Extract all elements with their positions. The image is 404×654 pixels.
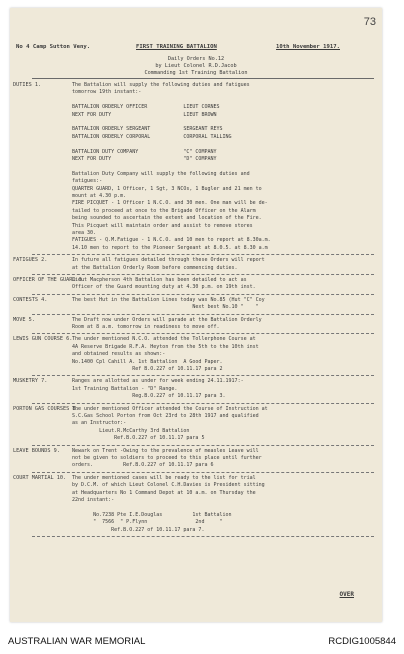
orders-number: Daily Orders No.12: [167, 56, 225, 62]
order-line: No.1400 Cpl Cahill A. 1st Battalion A Good Paper.: [72, 358, 223, 365]
archive-footer: [0, 630, 404, 654]
order-line: BATTALION ORDERLY CORPORAL CORPORAL TALLING: [72, 133, 232, 140]
order-line: Ref B.O.227 of 10.11.17 para 2: [72, 366, 223, 372]
section-heading: COURT MARTIAL 10.: [13, 474, 67, 481]
orders-author: by Lieut Colonel R.D.Jacob: [155, 63, 237, 69]
order-line: Ranges are allotted as under for week ending 24.11.1917:-: [72, 378, 244, 385]
section-divider: [32, 472, 374, 473]
order-line: Ref.B.O.227 of 10.11.17 para 5: [72, 435, 205, 442]
section-divider: [32, 314, 374, 315]
order-line: Officer of the Guard mounting duty at 4.30 p.m. on 19th inst.: [72, 284, 256, 291]
order-line: Lieut Macpherson 4th Battalion has been detailed to act as: [72, 277, 247, 283]
order-line: The under mentioned N.C.O. attended the Tollerphone Course at: [72, 336, 256, 343]
order-line: and obtained results as shown:-: [72, 351, 166, 358]
order-line: NEXT FOR DUTY "D" COMPANY: [72, 156, 217, 162]
section-heading: FATIGUES 2.: [13, 257, 48, 264]
order-line: orders. Ref.B.O.227 of 10.11.17 para 6: [72, 462, 214, 469]
section-heading: LEWIS GUN COURSE 6.: [13, 336, 73, 343]
order-line: by D.C.M. of which Lieut Colonel C.H.Davies is President sitting: [72, 482, 265, 489]
over-label: OVER: [339, 591, 354, 598]
section-divider: [32, 375, 374, 376]
order-line: " 7566 " P.Flynn 2nd ": [72, 519, 223, 526]
order-line: at the Battalion Orderly Room before commencing duties.: [72, 264, 238, 271]
order-line: BATTALION DUTY COMPANY "C" COMPANY: [72, 148, 217, 155]
section-divider: [32, 333, 374, 334]
order-line: S.C.Gas School Porton from Oct 23rd to 28th 1917 and qualified: [72, 413, 259, 419]
order-line: tailed to proceed at once to the Brigade Officer on the Alarm: [72, 207, 256, 214]
section-divider: [32, 294, 374, 295]
section-divider: [32, 274, 374, 275]
order-line: NEXT FOR DUTY LIEUT BROWN: [72, 111, 217, 118]
order-line: being sounded to ascertain the extent and location of the Fire.: [72, 215, 262, 222]
order-line: tomorrow 19th instant:-: [72, 89, 142, 96]
section-divider: [32, 445, 374, 446]
order-line: not be given to soldiers to proceed to this place until further: [72, 455, 262, 461]
order-line: QUARTER GUARD, 1 Officer, 1 Sgt, 3 NCOs, 1 Bugler and 21 men to: [72, 185, 262, 192]
order-line: Ref.B.O.227 of 10.11.17 para 7.: [72, 526, 205, 533]
orders-command: Commanding 1st Training Battalion: [144, 70, 248, 76]
order-line: mount at 4.30 p.m.: [72, 193, 127, 199]
order-line: This Picquet will maintain order and assist to remove stores: [72, 222, 253, 229]
order-line: BATTALION ORDERLY SERGEANT SERGEANT REYS: [72, 126, 223, 133]
section-heading: CONTESTS 4.: [13, 296, 48, 303]
order-line: area 30.: [72, 230, 97, 236]
document-page: [10, 8, 382, 622]
order-line: The best Hut in the Battalion Lines today was No.85 (Hut "C" Coy: [72, 296, 265, 303]
order-line: Room at 8 a.m. tomorrow in readiness to move off.: [72, 324, 220, 330]
section-heading: LEAVE BOUNDS 9.: [13, 447, 60, 454]
section-divider: [32, 403, 374, 404]
document-date: 10th November 1917.: [276, 44, 340, 50]
archive-name: AUSTRALIAN WAR MEMORIAL: [8, 636, 146, 647]
order-line: 4A Reserve Brigade R.F.A. Heyton from the 5th to the 10th inst: [72, 343, 259, 350]
section-divider: [32, 254, 374, 255]
order-line: Battalion Duty Company will supply the following duties and: [72, 170, 250, 177]
order-line: 22nd instant:-: [72, 497, 115, 503]
order-line: Reg.B.O.227 of 10.11.17 para 3.: [72, 393, 226, 400]
order-line: The Draft now under Orders will parade at the Battalion Orderly: [72, 316, 262, 323]
document-title: FIRST TRAINING BATTALION: [136, 44, 217, 50]
order-line: The under mentioned cases will be ready to the list for trial: [72, 474, 256, 481]
order-line: as an Instructor:-: [72, 420, 127, 427]
record-id: RCDIG1005844: [328, 636, 396, 647]
order-line: No.7238 Pte I.E.Douglas 1st Battalion: [72, 511, 232, 518]
order-line: fatigues:-: [72, 178, 103, 185]
order-line: BATTALION ORDERLY OFFICER LIEUT CORNES: [72, 104, 220, 111]
order-line: FATIGUES - Q.M.Fatigue - 1 N.C.O. and 10 men to report at 8.30a.m.: [72, 237, 271, 244]
header-rule: [32, 78, 374, 79]
page-number: 73: [363, 16, 376, 28]
section-heading: OFFICER OF THE GUARD 3.: [13, 277, 85, 283]
section-heading: PORTON GAS COURSES 8.: [13, 405, 79, 412]
order-line: FIRE PICQUET - 1 Officer 1 N.C.O. and 30 men. One man will be de-: [72, 200, 268, 207]
order-line: Next best No.10 " ": [72, 304, 259, 311]
order-line: In future all fatigues detailed through these Orders will report: [72, 257, 265, 264]
order-line: 1st Training Battalion - "D" Range.: [72, 385, 178, 392]
order-line: Lieut.R.McCarthy 3rd Battalion: [72, 427, 190, 434]
order-line: The under mentioned Officer attended the Course of Instruction at: [72, 405, 268, 412]
order-line: Newark on Trent -Owing to the prevalence of measles Leave will: [72, 447, 259, 454]
section-heading: MOVE 5.: [13, 316, 35, 323]
unit-location: No 4 Camp Sutton Veny.: [16, 44, 91, 50]
section-heading: MUSKETRY 7.: [13, 378, 48, 385]
section-heading: DUTIES 1.: [13, 82, 42, 88]
order-line: 14.10 men to report to the Pioneer Sergeant at 8.0.5. at 8.30 a.m: [72, 244, 268, 251]
order-line: at Headquarters No 1 Command Depot at 10 a.m. on Thursday the: [72, 489, 256, 496]
order-line: The Battalion will supply the following duties and fatigues: [72, 82, 250, 88]
section-divider: [32, 536, 374, 537]
